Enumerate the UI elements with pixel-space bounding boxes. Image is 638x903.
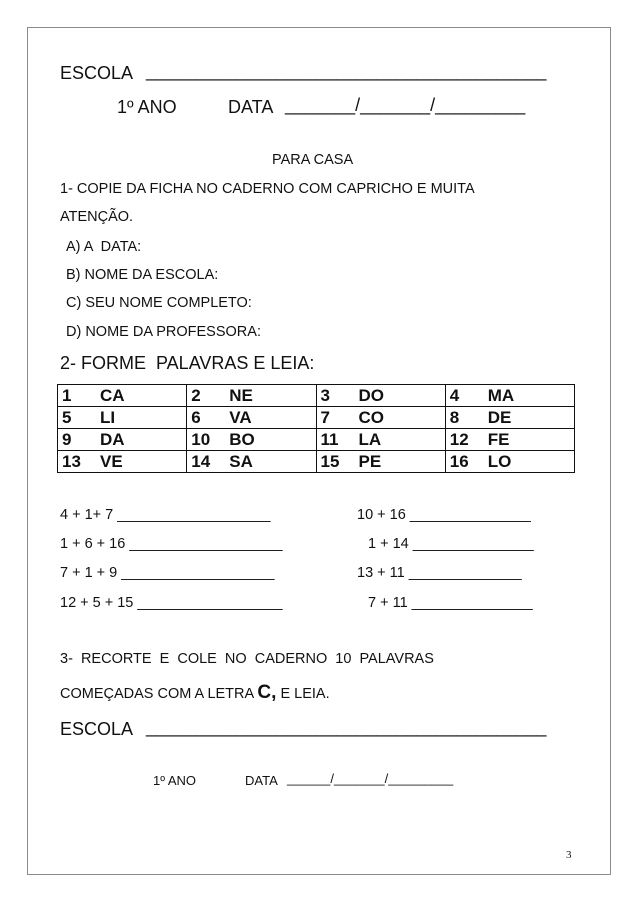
q1-text-line1: 1- COPIE DA FICHA NO CADERNO COM CAPRICHO E MUITA <box>60 181 475 197</box>
table-cell: 2 NE <box>187 385 316 407</box>
sum-right-4: 7 + 11 _______________ <box>368 595 533 611</box>
table-cell: 10 BO <box>187 429 316 451</box>
page-title: PARA CASA <box>272 152 354 168</box>
page-number: 3 <box>566 849 572 861</box>
letter-c: C, <box>257 682 277 703</box>
syllable-table <box>57 384 575 473</box>
table-row <box>58 407 575 429</box>
school-blank: ________________________________________ <box>146 61 547 81</box>
school-label: ESCOLA <box>60 63 134 83</box>
q1-item-c: C) SEU NOME COMPLETO: <box>66 295 252 311</box>
table-cell: 13 VE <box>58 451 187 473</box>
table-cell: 11 LA <box>316 429 445 451</box>
table-row <box>58 385 575 407</box>
table-cell: 4 MA <box>445 385 574 407</box>
sum-left-1: 4 + 1+ 7 ___________________ <box>60 507 271 523</box>
table-cell: 5 LI <box>58 407 187 429</box>
table-cell: 15 PE <box>316 451 445 473</box>
sum-right-1: 10 + 16 _______________ <box>357 507 531 523</box>
date-blank: _______/_______/_________ <box>285 95 526 115</box>
table-cell: 1 CA <box>58 385 187 407</box>
q3-text-line1: 3- RECORTE E COLE NO CADERNO 10 PALAVRAS <box>60 651 434 667</box>
q1-item-a: A) A DATA: <box>66 239 142 255</box>
q3-text-line2: COMEÇADAS COM A LETRA C, E LEIA. <box>60 682 330 703</box>
q1-item-b: B) NOME DA ESCOLA: <box>66 267 219 283</box>
q1-item-d: D) NOME DA PROFESSORA: <box>66 324 261 340</box>
table-cell: 14 SA <box>187 451 316 473</box>
sum-left-3: 7 + 1 + 9 ___________________ <box>60 565 275 581</box>
footer-date-blank: ______/_______/_________ <box>287 771 454 786</box>
footer-school-blank: ________________________________________ <box>146 717 547 737</box>
table-cell: 6 VA <box>187 407 316 429</box>
date-label: DATA <box>228 97 274 117</box>
sum-left-4: 12 + 5 + 15 __________________ <box>60 595 283 611</box>
footer-school-label: ESCOLA <box>60 719 134 739</box>
table-cell: 12 FE <box>445 429 574 451</box>
table-cell: 16 LO <box>445 451 574 473</box>
sum-right-3: 13 + 11 ______________ <box>357 565 522 581</box>
footer-grade-label: 1º ANO <box>153 773 197 788</box>
table-cell: 8 DE <box>445 407 574 429</box>
table-cell: 9 DA <box>58 429 187 451</box>
table-cell: 7 CO <box>316 407 445 429</box>
q1-text-line2: ATENÇÃO. <box>60 209 134 225</box>
sum-left-2: 1 + 6 + 16 ___________________ <box>60 536 283 552</box>
table-row <box>58 451 575 473</box>
q2-title: 2- FORME PALAVRAS E LEIA: <box>60 353 315 373</box>
footer-date-label: DATA <box>245 773 278 788</box>
grade-label: 1º ANO <box>117 97 177 117</box>
table-row <box>58 429 575 451</box>
table-cell: 3 DO <box>316 385 445 407</box>
sum-right-2: 1 + 14 _______________ <box>368 536 534 552</box>
